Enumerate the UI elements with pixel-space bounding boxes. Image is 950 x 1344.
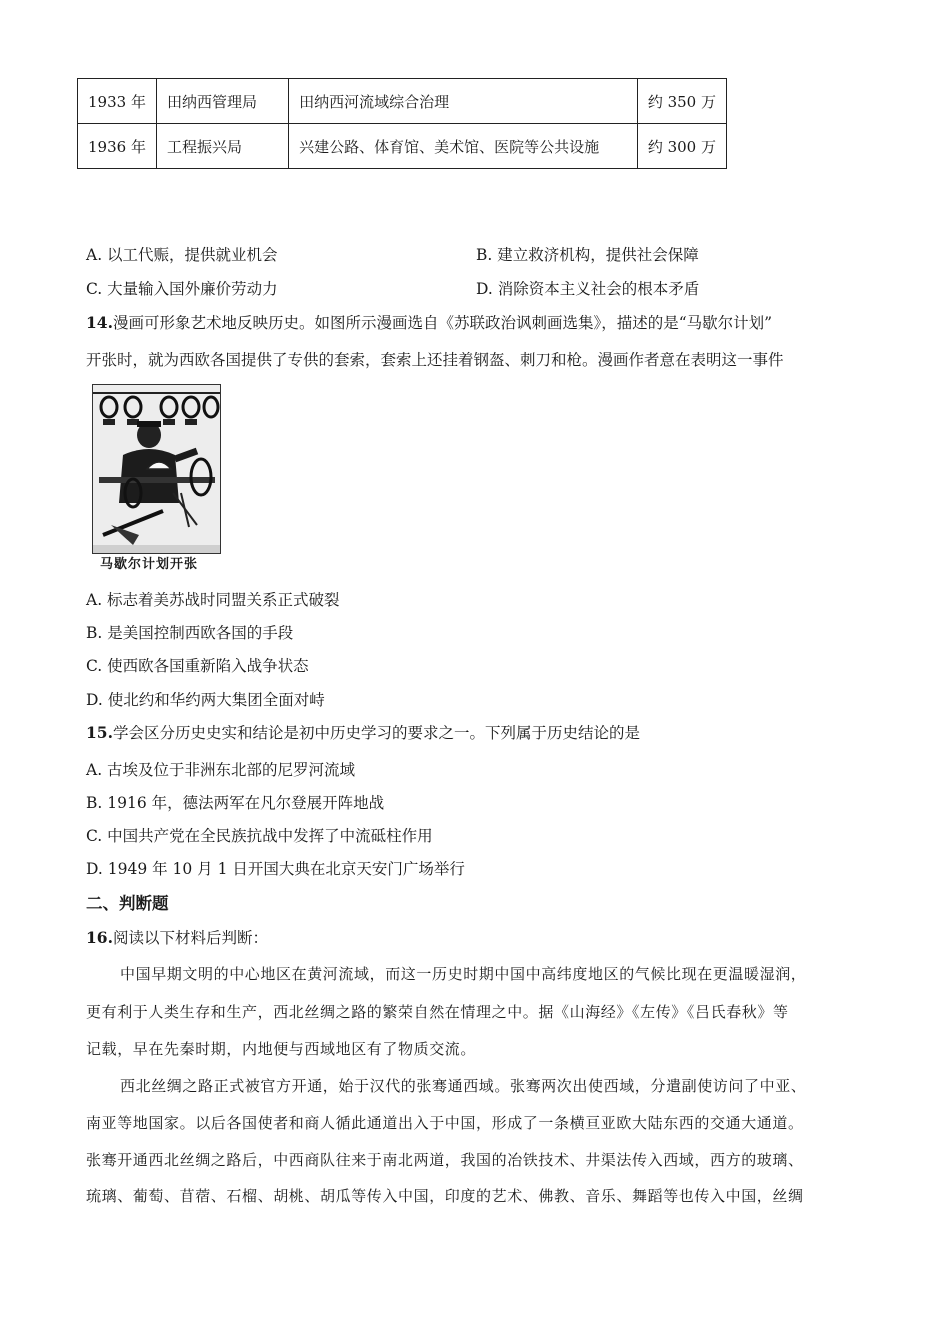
q14-option-d[interactable]: D. 使北约和华约两大集团全面对峙 [86,691,325,709]
material-line: 西北丝绸之路正式被官方开通，始于汉代的张骞通西域。张骞两次出使西域，分遣副使访问了中亚、 [120,1077,807,1095]
section-heading: 二、判断题 [86,894,169,913]
material-line: 琉璃、葡萄、苜蓿、石榴、胡桃、胡瓜等传入中国，印度的艺术、佛教、音乐、舞蹈等也传入中国，丝绸 [86,1187,804,1205]
employment-table [77,78,727,169]
material-line: 张骞开通西北丝绸之路后，中西商队往来于南北两道，我国的冶铁技术、井渠法传入西域，西方的玻璃、 [86,1151,804,1169]
q14-option-a[interactable]: A. 标志着美苏战时同盟关系正式破裂 [86,591,340,609]
material-line: 南亚等地国家。以后各国使者和商人循此通道出入于中国，形成了一条横亘亚欧大陆东西的交通大通道。 [86,1114,804,1132]
q14-stem-line2: 开张时，就为西欧各国提供了专供的套索，套索上还挂着钢盔、刺刀和枪。漫画作者意在表明这一事件 [86,351,784,369]
q16-stem [86,926,268,948]
q15-option-d[interactable]: D. 1949 年 10 月 1 日开国大典在北京天安门广场举行 [86,860,465,878]
agency-cell: 工程振兴局 [156,124,288,169]
q16-number: 16. [86,928,113,947]
marshall-plan-cartoon [92,384,221,554]
year-cell: 1936 年 [78,124,157,169]
q16-text: 阅读以下材料后判断： [112,929,268,947]
material-line: 更有利于人类生存和生产，西北丝绸之路的繁荣自然在情理之中。据《山海经》《左传》《吕氏春秋》等 [86,1003,789,1021]
people-cell: 约 300 万 [637,124,726,169]
q14-stem-line1 [86,311,772,333]
table-row [78,124,727,169]
material-line: 中国早期文明的中心地区在黄河流域，而这一历史时期中国中高纬度地区的气候比现在更温暖湿润， [120,965,807,983]
cartoon-illustration [93,385,220,553]
material-line: 记载，早在先秦时期，内地便与西域地区有了物质交流。 [86,1040,477,1058]
q15-number: 15. [86,723,113,742]
q14-option-b[interactable]: B. 是美国控制西欧各国的手段 [86,624,294,642]
q13-option-b[interactable]: B. 建立救济机构，提供社会保障 [476,246,699,264]
year-cell: 1933 年 [78,79,157,124]
q14-text: 漫画可形象艺术地反映历史。如图所示漫画选自《苏联政治讽刺画选集》，描述的是“马歇尔计划” [112,314,773,332]
q13-option-c[interactable]: C. 大量输入国外廉价劳动力 [86,280,278,298]
agency-cell: 田纳西管理局 [156,79,288,124]
q14-option-c[interactable]: C. 使西欧各国重新陷入战争状态 [86,657,309,675]
q15-option-a[interactable]: A. 古埃及位于非洲东北部的尼罗河流域 [86,761,356,779]
people-cell: 约 350 万 [637,79,726,124]
q15-option-c[interactable]: C. 中国共产党在全民族抗战中发挥了中流砥柱作用 [86,827,433,845]
q14-number: 14. [86,313,113,332]
q13-option-d[interactable]: D. 消除资本主义社会的根本矛盾 [476,280,700,298]
q13-option-a[interactable]: A. 以工代赈，提供就业机会 [86,246,278,264]
q15-option-b[interactable]: B. 1916 年，德法两军在凡尔登展开阵地战 [86,794,385,812]
q15-stem [86,721,640,743]
project-cell: 兴建公路、体育馆、美术馆、医院等公共设施 [289,124,638,169]
table-row [78,79,727,124]
project-cell: 田纳西河流域综合治理 [289,79,638,124]
cartoon-caption: 马歇尔计划开张 [100,557,199,572]
q15-text: 学会区分历史史实和结论是初中历史学习的要求之一。下列属于历史结论的是 [112,724,640,742]
